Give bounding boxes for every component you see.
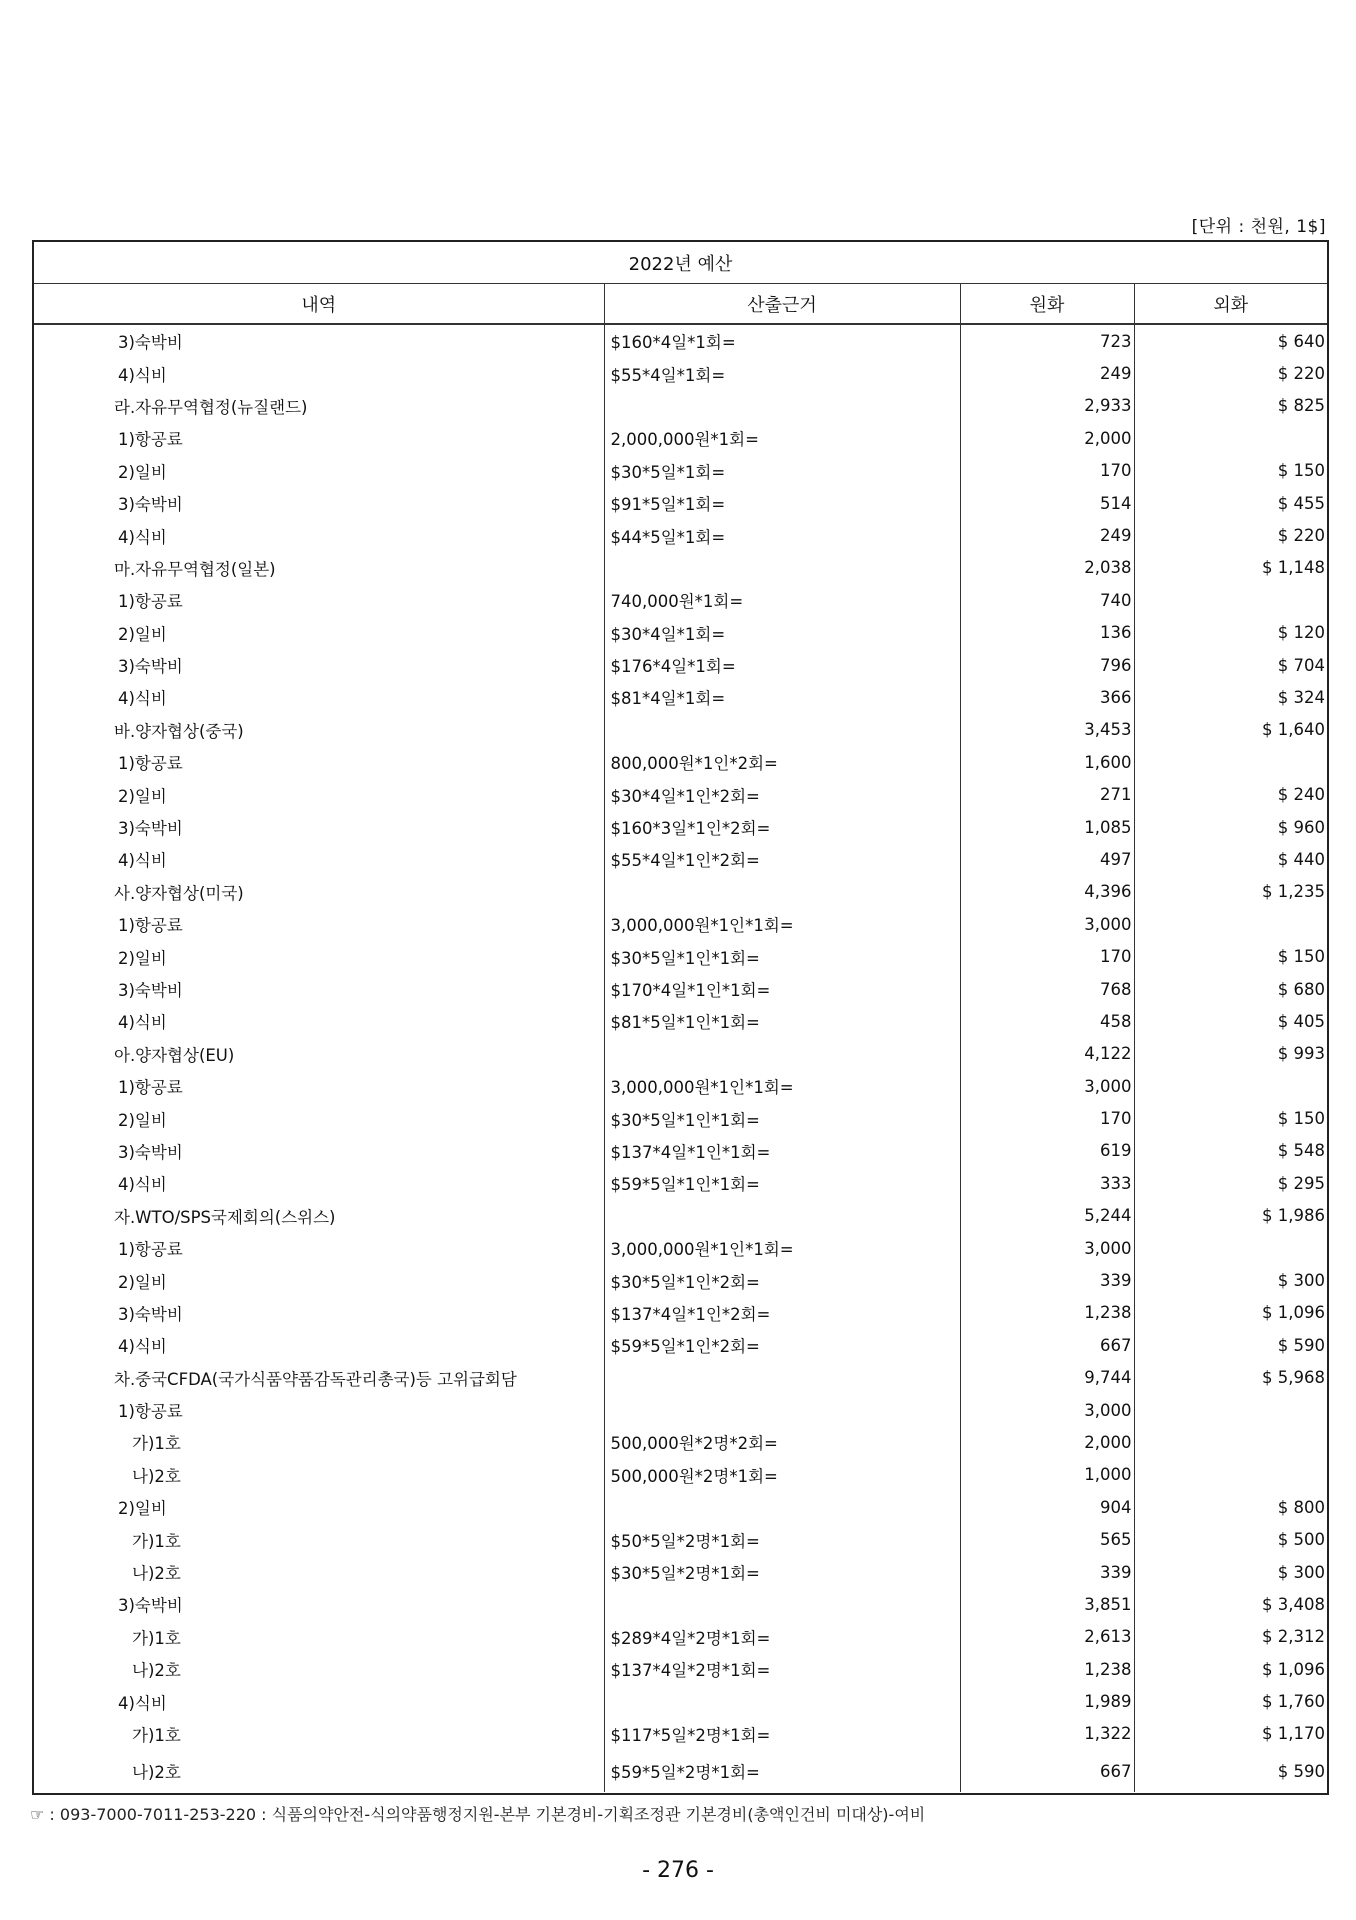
basis-cell: $59*5일*1인*1회=: [604, 1167, 960, 1199]
item-cell: 나)2호: [132, 1763, 181, 1783]
footnote: ☞ : 093-7000-7011-253-220 : 식품의약안전-식의약품행정지원-본부 기본경비-기획조정관 기본경비(총액인건비 미대상)-여비: [30, 1805, 926, 1824]
item-cell: 3)숙박비: [118, 657, 183, 677]
fx-cell: $ 455: [1134, 487, 1327, 519]
fx-cell: $ 548: [1134, 1135, 1327, 1167]
item-cell: 2)일비: [118, 1110, 167, 1130]
basis-cell: [604, 1200, 960, 1232]
basis-cell: $50*5일*2명*1회=: [604, 1523, 960, 1555]
item-cell: 1)항공료: [118, 754, 183, 774]
item-cell: 4)식비: [118, 365, 167, 385]
table-row: [34, 1459, 1327, 1491]
table-row: [34, 876, 1327, 908]
fx-cell: [1134, 1426, 1327, 1458]
table-row: [34, 1070, 1327, 1102]
krw-cell: 1,000: [960, 1459, 1134, 1491]
krw-cell: 2,000: [960, 422, 1134, 454]
table-row: [34, 1005, 1327, 1037]
item-cell: 라.자유무역협정(뉴질랜드): [114, 397, 308, 417]
fx-cell: $ 240: [1134, 778, 1327, 810]
item-cell: 3)숙박비: [118, 981, 183, 1000]
item-cell: 사.양자협상(미국): [114, 883, 244, 903]
item-cell: 3)숙박비: [118, 819, 183, 839]
fx-cell: $ 3,408: [1134, 1588, 1327, 1620]
table-row: [34, 714, 1327, 746]
fx-cell: $ 680: [1134, 973, 1327, 1005]
basis-cell: 3,000,000원*1인*1회=: [604, 1232, 960, 1264]
basis-cell: $55*4일*1회=: [604, 357, 960, 389]
table-row: [34, 1394, 1327, 1426]
table-row: [34, 811, 1327, 843]
item-cell: 4)식비: [118, 1175, 167, 1195]
item-cell: 아.양자협상(EU): [114, 1045, 235, 1065]
fx-cell: $ 1,170: [1134, 1718, 1327, 1750]
krw-cell: 2,613: [960, 1621, 1134, 1653]
item-cell: 가)1호: [132, 1434, 181, 1454]
table-row: [34, 552, 1327, 584]
krw-cell: 768: [960, 973, 1134, 1005]
item-cell: 3)숙박비: [118, 1596, 183, 1616]
header-fx: 외화: [1134, 284, 1327, 325]
basis-cell: [604, 876, 960, 908]
item-cell: 마.자유무역협정(일본): [114, 559, 276, 579]
fx-cell: $ 993: [1134, 1038, 1327, 1070]
table-row: [34, 746, 1327, 778]
table-row: [34, 357, 1327, 389]
table-row: [34, 1264, 1327, 1296]
fx-cell: $ 825: [1134, 390, 1327, 422]
table-row: [34, 1653, 1327, 1685]
table-row: [34, 324, 1327, 357]
basis-cell: $59*5일*1인*2회=: [604, 1329, 960, 1361]
item-cell: 가)1호: [132, 1725, 181, 1745]
fx-cell: [1134, 746, 1327, 778]
fx-cell: $ 5,968: [1134, 1362, 1327, 1394]
fx-cell: $ 1,986: [1134, 1200, 1327, 1232]
table-row: [34, 390, 1327, 422]
krw-cell: 1,238: [960, 1653, 1134, 1685]
table-row: [34, 1167, 1327, 1199]
basis-cell: $170*4일*1인*1회=: [604, 973, 960, 1005]
krw-cell: 796: [960, 649, 1134, 681]
fx-cell: $ 220: [1134, 519, 1327, 551]
basis-cell: $137*4일*2명*1회=: [604, 1653, 960, 1685]
basis-cell: $137*4일*1인*1회=: [604, 1135, 960, 1167]
basis-cell: [604, 1491, 960, 1523]
fx-cell: $ 590: [1134, 1329, 1327, 1361]
item-cell: 4)식비: [118, 1337, 167, 1357]
krw-cell: 667: [960, 1750, 1134, 1792]
basis-cell: $160*4일*1회=: [604, 324, 960, 357]
item-cell: 3)숙박비: [118, 495, 183, 515]
krw-cell: 339: [960, 1264, 1134, 1296]
item-cell: 2)일비: [118, 462, 167, 482]
krw-cell: 619: [960, 1135, 1134, 1167]
krw-cell: 3,000: [960, 1070, 1134, 1102]
krw-cell: 3,000: [960, 1232, 1134, 1264]
fx-cell: $ 640: [1134, 324, 1327, 357]
basis-cell: $137*4일*1인*2회=: [604, 1297, 960, 1329]
krw-cell: 249: [960, 357, 1134, 389]
table-row: [34, 778, 1327, 810]
fx-cell: [1134, 1070, 1327, 1102]
fx-cell: $ 440: [1134, 843, 1327, 875]
item-cell: 4)식비: [118, 1013, 167, 1033]
basis-cell: $81*4일*1회=: [604, 681, 960, 713]
fx-cell: $ 590: [1134, 1750, 1327, 1792]
item-cell: 3)숙박비: [118, 333, 183, 353]
basis-cell: $289*4일*2명*1회=: [604, 1621, 960, 1653]
krw-cell: 170: [960, 455, 1134, 487]
item-cell: 3)숙박비: [118, 1142, 183, 1162]
krw-cell: 4,396: [960, 876, 1134, 908]
table-title: 2022년 예산: [34, 242, 1327, 284]
table-row: [34, 940, 1327, 972]
krw-cell: 904: [960, 1491, 1134, 1523]
krw-cell: 458: [960, 1005, 1134, 1037]
item-cell: 1)항공료: [118, 1240, 183, 1260]
fx-cell: $ 1,235: [1134, 876, 1327, 908]
basis-cell: $81*5일*1인*1회=: [604, 1005, 960, 1037]
basis-cell: 3,000,000원*1인*1회=: [604, 1070, 960, 1102]
basis-cell: $160*3일*1인*2회=: [604, 811, 960, 843]
item-cell: 가)1호: [132, 1628, 181, 1648]
table-row: [34, 1362, 1327, 1394]
krw-cell: 366: [960, 681, 1134, 713]
krw-cell: 3,000: [960, 1394, 1134, 1426]
item-cell: 차.중국CFDA(국가식품약품감독관리총국)등 고위급회담: [114, 1369, 517, 1389]
krw-cell: 740: [960, 584, 1134, 616]
item-cell: 자.WTO/SPS국제회의(스위스): [114, 1207, 336, 1227]
basis-cell: $30*4일*1회=: [604, 617, 960, 649]
krw-cell: 170: [960, 1102, 1134, 1134]
item-cell: 1)항공료: [118, 430, 183, 450]
krw-cell: 3,000: [960, 908, 1134, 940]
item-cell: 1)항공료: [118, 916, 183, 936]
basis-cell: $55*4일*1인*2회=: [604, 843, 960, 875]
table-row: [34, 487, 1327, 519]
table-row: [34, 1685, 1327, 1717]
item-cell: 2)일비: [118, 1499, 167, 1519]
basis-cell: $30*5일*1인*1회=: [604, 940, 960, 972]
fx-cell: $ 405: [1134, 1005, 1327, 1037]
basis-cell: $117*5일*2명*1회=: [604, 1718, 960, 1750]
budget-table-frame: [32, 240, 1329, 1795]
item-cell: 1)항공료: [118, 1402, 183, 1422]
basis-cell: $30*4일*1인*2회=: [604, 778, 960, 810]
basis-cell: [604, 714, 960, 746]
fx-cell: $ 1,096: [1134, 1297, 1327, 1329]
table-row: [34, 1426, 1327, 1458]
krw-cell: 2,933: [960, 390, 1134, 422]
table-row: [34, 1135, 1327, 1167]
table-row: [34, 681, 1327, 713]
header-krw: 원화: [960, 284, 1134, 325]
fx-cell: $ 1,640: [1134, 714, 1327, 746]
item-cell: 가)1호: [132, 1531, 181, 1551]
table-row: [34, 617, 1327, 649]
table-row: [34, 1232, 1327, 1264]
krw-cell: 2,000: [960, 1426, 1134, 1458]
table-row: [34, 1102, 1327, 1134]
krw-cell: 1,989: [960, 1685, 1134, 1717]
item-cell: 2)일비: [118, 624, 167, 644]
krw-cell: 249: [960, 519, 1134, 551]
basis-cell: $91*5일*1회=: [604, 487, 960, 519]
table-row: [34, 1297, 1327, 1329]
unit-label: [단위 : 천원, 1$]: [1191, 217, 1326, 237]
krw-cell: 1,600: [960, 746, 1134, 778]
basis-cell: $30*5일*1인*1회=: [604, 1102, 960, 1134]
basis-cell: [604, 1362, 960, 1394]
basis-cell: 3,000,000원*1인*1회=: [604, 908, 960, 940]
basis-cell: [604, 1588, 960, 1620]
basis-cell: 2,000,000원*1회=: [604, 422, 960, 454]
krw-cell: 5,244: [960, 1200, 1134, 1232]
item-cell: 나)2호: [132, 1466, 181, 1486]
table-row: [34, 973, 1327, 1005]
krw-cell: 1,322: [960, 1718, 1134, 1750]
item-cell: 2)일비: [118, 948, 167, 968]
item-cell: 1)항공료: [118, 592, 183, 612]
table-row: [34, 422, 1327, 454]
table-row: [34, 455, 1327, 487]
krw-cell: 3,453: [960, 714, 1134, 746]
budget-table: [34, 242, 1327, 1792]
basis-cell: [604, 390, 960, 422]
item-cell: 4)식비: [118, 689, 167, 709]
table-row: [34, 1200, 1327, 1232]
item-cell: 나)2호: [132, 1661, 181, 1681]
fx-cell: $ 324: [1134, 681, 1327, 713]
fx-cell: $ 800: [1134, 1491, 1327, 1523]
table-body: [34, 324, 1327, 1792]
fx-cell: [1134, 1459, 1327, 1491]
fx-cell: [1134, 1394, 1327, 1426]
krw-cell: 565: [960, 1523, 1134, 1555]
table-row: [34, 519, 1327, 551]
fx-cell: $ 960: [1134, 811, 1327, 843]
table-row: [34, 1491, 1327, 1523]
basis-cell: [604, 1685, 960, 1717]
fx-cell: $ 120: [1134, 617, 1327, 649]
fx-cell: $ 1,096: [1134, 1653, 1327, 1685]
table-row: [34, 1556, 1327, 1588]
header-basis: 산출근거: [604, 284, 960, 325]
fx-cell: $ 300: [1134, 1264, 1327, 1296]
krw-cell: 1,085: [960, 811, 1134, 843]
item-cell: 1)항공료: [118, 1078, 183, 1098]
basis-cell: [604, 1038, 960, 1070]
item-cell: 3)숙박비: [118, 1304, 183, 1324]
table-row: [34, 1718, 1327, 1750]
table-row: [34, 1329, 1327, 1361]
fx-cell: $ 150: [1134, 455, 1327, 487]
item-cell: 4)식비: [118, 1693, 167, 1713]
krw-cell: 667: [960, 1329, 1134, 1361]
fx-cell: $ 150: [1134, 940, 1327, 972]
page-number: - 276 -: [642, 1858, 714, 1883]
basis-cell: $30*5일*1회=: [604, 455, 960, 487]
table-row: [34, 843, 1327, 875]
krw-cell: 339: [960, 1556, 1134, 1588]
fx-cell: $ 500: [1134, 1523, 1327, 1555]
table-row: [34, 1523, 1327, 1555]
item-cell: 바.양자협상(중국): [114, 721, 244, 741]
basis-cell: 500,000원*2명*1회=: [604, 1459, 960, 1491]
header-item: 내역: [34, 284, 604, 325]
fx-cell: [1134, 1232, 1327, 1264]
item-cell: 2)일비: [118, 786, 167, 806]
basis-cell: 800,000원*1인*2회=: [604, 746, 960, 778]
basis-cell: $44*5일*1회=: [604, 519, 960, 551]
fx-cell: [1134, 422, 1327, 454]
table-row: [34, 649, 1327, 681]
basis-cell: $176*4일*1회=: [604, 649, 960, 681]
item-cell: 4)식비: [118, 851, 167, 871]
basis-cell: 740,000원*1회=: [604, 584, 960, 616]
fx-cell: $ 295: [1134, 1167, 1327, 1199]
fx-cell: $ 300: [1134, 1556, 1327, 1588]
fx-cell: $ 1,148: [1134, 552, 1327, 584]
fx-cell: $ 220: [1134, 357, 1327, 389]
krw-cell: 1,238: [960, 1297, 1134, 1329]
table-row: [34, 584, 1327, 616]
table-row: [34, 1038, 1327, 1070]
table-row: [34, 1621, 1327, 1653]
krw-cell: 9,744: [960, 1362, 1134, 1394]
table-row: [34, 908, 1327, 940]
fx-cell: $ 1,760: [1134, 1685, 1327, 1717]
fx-cell: $ 150: [1134, 1102, 1327, 1134]
krw-cell: 2,038: [960, 552, 1134, 584]
basis-cell: [604, 1394, 960, 1426]
krw-cell: 514: [960, 487, 1134, 519]
krw-cell: 3,851: [960, 1588, 1134, 1620]
fx-cell: $ 704: [1134, 649, 1327, 681]
table-row: [34, 1750, 1327, 1792]
table-row: [34, 1588, 1327, 1620]
basis-cell: $59*5일*2명*1회=: [604, 1750, 960, 1792]
fx-cell: $ 2,312: [1134, 1621, 1327, 1653]
basis-cell: $30*5일*2명*1회=: [604, 1556, 960, 1588]
krw-cell: 271: [960, 778, 1134, 810]
krw-cell: 497: [960, 843, 1134, 875]
item-cell: 4)식비: [118, 527, 167, 547]
basis-cell: [604, 552, 960, 584]
krw-cell: 170: [960, 940, 1134, 972]
krw-cell: 136: [960, 617, 1134, 649]
krw-cell: 4,122: [960, 1038, 1134, 1070]
item-cell: 나)2호: [132, 1564, 181, 1584]
basis-cell: 500,000원*2명*2회=: [604, 1426, 960, 1458]
krw-cell: 333: [960, 1167, 1134, 1199]
fx-cell: [1134, 584, 1327, 616]
item-cell: 2)일비: [118, 1272, 167, 1292]
fx-cell: [1134, 908, 1327, 940]
krw-cell: 723: [960, 324, 1134, 357]
basis-cell: $30*5일*1인*2회=: [604, 1264, 960, 1296]
